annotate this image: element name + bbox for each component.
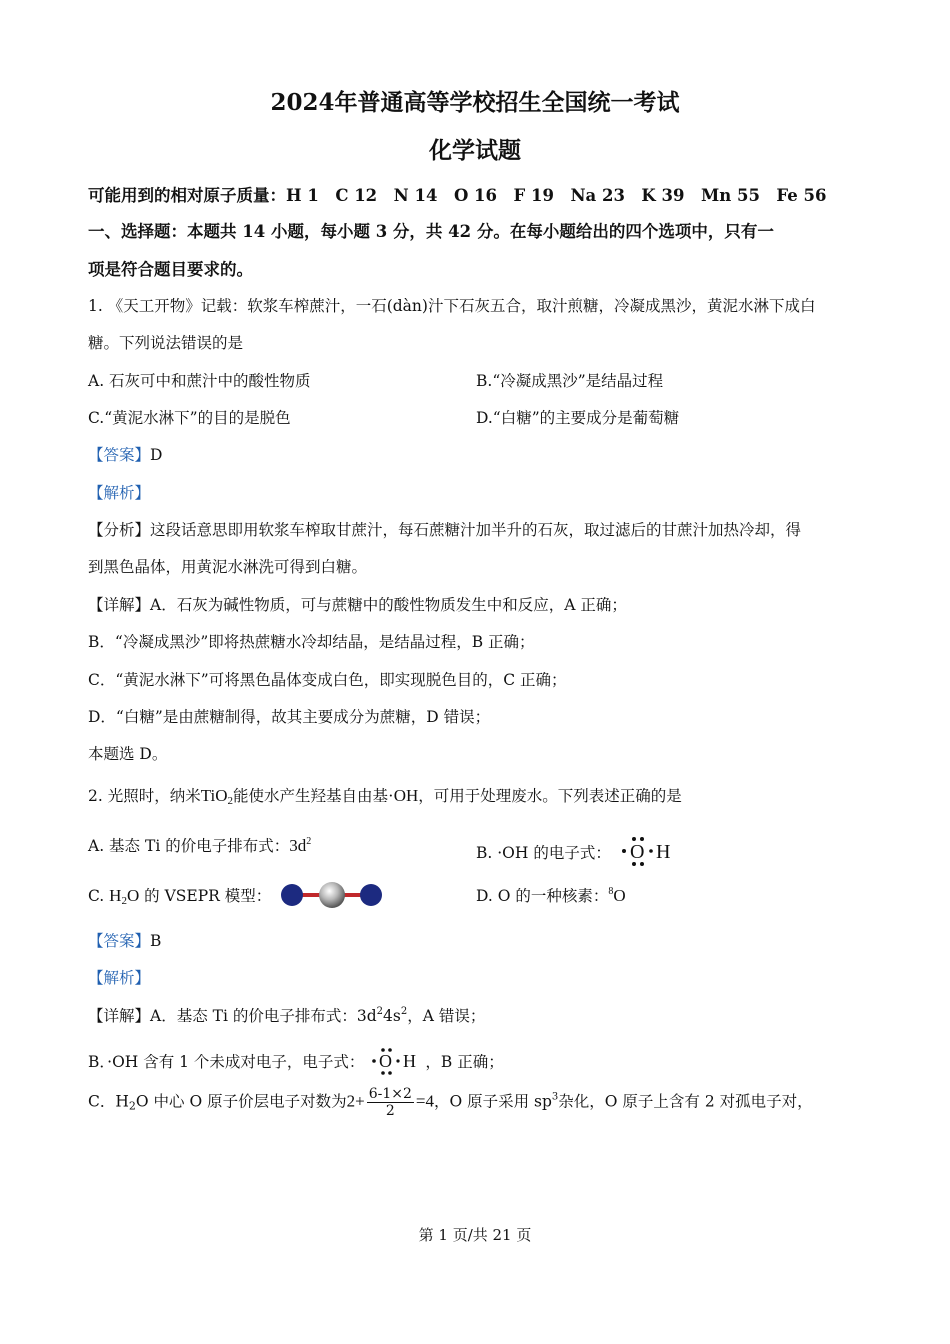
q1-option-a: A. 石灰可中和蔗汁中的酸性物质 <box>88 372 311 390</box>
detail-a-text: A．石灰为碱性物质，可与蔗糖中的酸性物质发生中和反应，A 正确； <box>150 596 627 614</box>
q2-option-d <box>476 884 866 906</box>
detail-tag: 【详解】 <box>88 1007 151 1025</box>
detail-c-sup: 3 <box>551 1091 559 1103</box>
q2-detail-c <box>88 1086 868 1119</box>
subject-title: 化学试题 <box>429 137 521 164</box>
q1-detail-c: C．“黄泥水淋下”可将黑色晶体变成白色，即实现脱色目的，C 正确； <box>88 671 567 689</box>
tio2-ti: TiO <box>200 786 228 805</box>
q1-stem-line1: 1. 《天工开物》记载：软浆车榨蔗汁，一石(dàn)汁下石灰五合，取汁煎糖，冷凝成黑沙，黄泥水淋下成白 <box>88 297 816 315</box>
q1-conclusion: 本题选 D。 <box>88 745 168 763</box>
fraction-denominator: 2 <box>385 1103 395 1119</box>
lewis-o: O <box>629 841 645 863</box>
q2-answer <box>88 929 868 951</box>
section-heading-line1: 一、选择题：本题共 14 小题，每小题 3 分，共 42 分。在每小题给出的四个选项中，只有一 <box>88 222 774 241</box>
detail-c-pre: C．H <box>88 1092 129 1111</box>
q2-stem-mid: 能使水产生羟基自由基 <box>233 787 389 805</box>
h2o-sub: 2 <box>121 895 127 907</box>
q2-option-b-pre: B. ·OH 的电子式： <box>476 844 611 862</box>
detail-b-post: ，B 正确； <box>425 1053 504 1071</box>
q1-option-c: C.“黄泥水淋下”的目的是脱色 <box>88 409 291 427</box>
q1-fenxi-line2: 到黑色晶体，用黄泥水淋洗可得到白糖。 <box>88 558 368 576</box>
vsepr-linear-model <box>278 880 386 910</box>
q1-fenxi-line1 <box>88 518 868 540</box>
q2-option-a-pre: A. 基态 Ti 的价电子排布式： <box>88 837 290 855</box>
answer-tag: 【答案】 <box>88 932 151 950</box>
tio2-formula <box>201 786 233 805</box>
detail-a-post: ，A 错误； <box>407 1007 486 1025</box>
config-3d: 3d <box>289 836 307 855</box>
q2-option-a-config <box>289 836 311 855</box>
q2-option-a <box>88 834 468 856</box>
exam-title: 2024年普通高等学校招生全国统一考试 <box>270 89 680 116</box>
detail-a-sup1: 2 <box>376 1006 384 1017</box>
q2-stem-post: ，可用于处理废水。下列表述正确的是 <box>418 787 682 805</box>
detail-b-pre: B．·OH 含有 1 个未成对电子，电子式： <box>88 1053 365 1071</box>
page-footer: 第 1 页/共 21 页 <box>418 1226 532 1244</box>
lewis-h: H <box>655 841 671 863</box>
oh-radical: ·OH <box>388 786 419 805</box>
oh-lewis-structure <box>616 834 676 868</box>
q2-option-d-pre: D. O 的一种核素： <box>476 887 609 905</box>
tio2-sub: 2 <box>227 795 234 807</box>
answer-value: B <box>150 932 162 950</box>
q2-detail-a <box>88 1004 868 1026</box>
detail-c-post2: 杂化，O 原子上含有 2 对孤电子对， <box>558 1092 813 1111</box>
fraction-numerator: 6-1×2 <box>368 1086 412 1102</box>
section-heading-line2: 项是符合题目要求的。 <box>88 260 253 279</box>
fenxi-tag: 【分析】 <box>88 521 151 539</box>
q1-option-b: B.“冷凝成黑沙”是结晶过程 <box>476 372 664 390</box>
q2-stem-pre: 2. 光照时，纳米 <box>88 787 201 805</box>
h2o-h: H <box>109 886 122 905</box>
lewis-h: H <box>403 1051 417 1071</box>
answer-value: D <box>150 446 163 464</box>
answer-tag: 【答案】 <box>88 446 151 464</box>
q1-answer <box>88 443 868 465</box>
outer-atom-right <box>360 884 382 906</box>
detail-c-mid: O 中心 O 原子价层电子对数为 <box>135 1092 347 1111</box>
q1-detail-b: B．“冷凝成黑沙”即将热蔗糖水冷却结晶，是结晶过程，B 正确； <box>88 633 535 651</box>
detail-tag: 【详解】 <box>88 596 151 614</box>
q2-stem <box>88 784 868 807</box>
q2-option-c-post: 的 VSEPR 模型： <box>139 887 272 905</box>
q1-detail-d: D．“白糖”是由蔗糖制得，故其主要成分为蔗糖，D 错误； <box>88 708 491 726</box>
q2-option-c-pre: C. <box>88 887 105 905</box>
q2-detail-b <box>88 1046 868 1076</box>
fenxi-text: 这段话意思即用软浆车榨取甘蔗汁，每石蔗糖汁加半升的石灰，取过滤后的甘蔗汁加热冷却，得 <box>150 521 802 539</box>
q1-stem-line2: 糖。下列说法错误的是 <box>88 334 244 352</box>
q1-detail-a <box>88 593 868 615</box>
outer-atom-left <box>281 884 303 906</box>
q2-option-b <box>476 834 866 868</box>
h2o-o: O <box>126 886 140 905</box>
detail-c-two: 2+ <box>346 1091 365 1111</box>
detail-a-sup2: 2 <box>400 1006 408 1017</box>
detail-a-mid: 4s <box>383 1007 401 1025</box>
nuclide-sup: 8 <box>608 886 614 897</box>
detail-c-post1: ，O 原子采用 sp <box>433 1092 552 1111</box>
atomic-masses: 可能用到的相对原子质量：H 1 C 12 N 14 O 16 F 19 Na 23 K 39 Mn 55 Fe 56 <box>88 186 827 205</box>
q2-analysis-tag: 【解析】 <box>88 969 151 987</box>
h2o-formula <box>109 886 139 905</box>
fraction <box>367 1086 414 1119</box>
detail-a-pre: A．基态 Ti 的价电子排布式：3d <box>150 1007 377 1025</box>
lewis-o: O <box>379 1051 393 1071</box>
q1-option-d: D.“白糖”的主要成分是葡萄糖 <box>476 409 680 427</box>
oh-lewis-structure-small <box>369 1046 425 1076</box>
config-sup: 2 <box>306 836 312 847</box>
q1-analysis-tag: 【解析】 <box>88 484 151 502</box>
nuclide-symbol: O <box>613 886 626 905</box>
detail-c-sub: 2 <box>128 1099 136 1113</box>
center-atom <box>319 882 345 908</box>
nuclide <box>608 886 625 905</box>
detail-c-eq: =4 <box>415 1091 434 1111</box>
